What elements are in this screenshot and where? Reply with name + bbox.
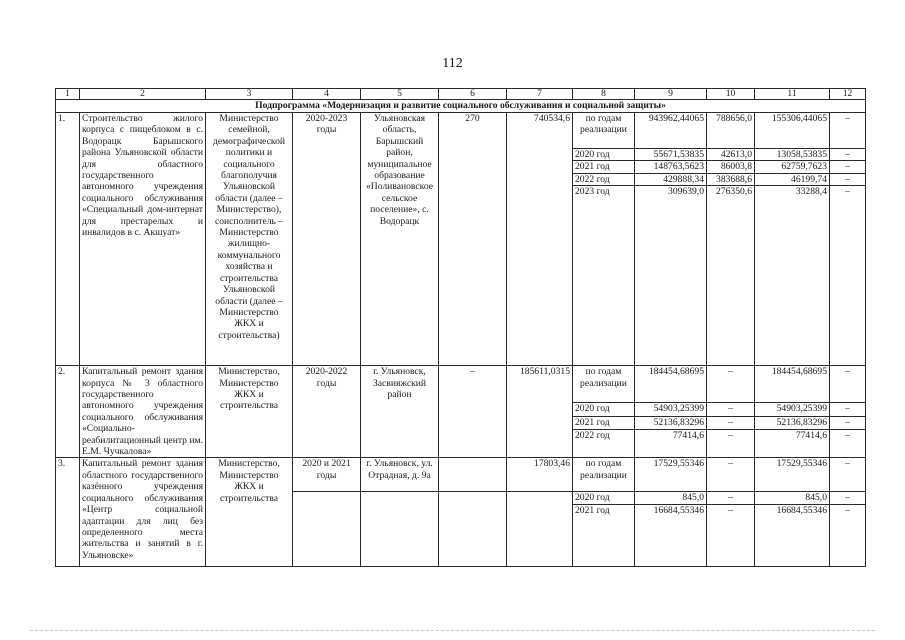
subprogram-row [56, 100, 866, 113]
total-label: по годам реализации [573, 113, 635, 149]
empty-cell [439, 492, 507, 566]
regional-value: 54903,25399 [755, 403, 830, 416]
column-number: 6 [439, 89, 507, 100]
regional-value: 62759,7623 [755, 161, 830, 173]
location: г. Ульяновск, Засвияжский район [361, 366, 439, 458]
other-value: – [830, 403, 866, 416]
scan-edge-line [30, 630, 875, 632]
total-value: 54903,25399 [635, 403, 707, 416]
total-value: 17529,55346 [635, 458, 707, 492]
column-number: 3 [206, 89, 293, 100]
regional-value: 845,0 [755, 492, 830, 504]
total-label: по годам реализации [573, 366, 635, 403]
table-row [56, 113, 866, 149]
federal-value: – [707, 458, 755, 492]
row-number: 2. [56, 366, 80, 458]
estimated-cost: 17803,46 [507, 458, 573, 492]
period: 2020-2022 годы [293, 366, 361, 458]
location: Ульяновская область, Барышский район, муниципальное образование «Поливановское сельское поселение», с. Водорацк [361, 113, 439, 366]
period: 2020-2023 годы [293, 113, 361, 366]
federal-value: – [707, 416, 755, 429]
empty-cell [361, 492, 439, 566]
location: г. Ульяновск, ул. Отрадная, д. 9а [361, 458, 439, 492]
regional-value: 184454,68695 [755, 366, 830, 403]
regional-value: 77414,6 [755, 430, 830, 458]
year-label: 2023 год [573, 186, 635, 366]
row-number: 3. [56, 458, 80, 566]
other-value: – [830, 161, 866, 173]
year-label: 2021 год [573, 504, 635, 566]
subprogram-title: Подпрограмма «Модернизация и развитие социального обслуживания и социальной защиты» [56, 100, 866, 113]
other-value: – [830, 492, 866, 504]
object-name: Капитальный ремонт здания областного государственного казённого учреждения социального обслуживания «Центр социальной адаптации для лиц без определенного места жительства и занятий в г. Ульяновске» [80, 458, 206, 566]
federal-value: 42613,0 [707, 149, 755, 161]
estimated-cost: 185611,0315 [507, 366, 573, 458]
federal-value: 86003,8 [707, 161, 755, 173]
table-row [56, 366, 866, 403]
executor: Министерство, Министерство ЖКХ и строительства [206, 458, 293, 566]
regional-value: 52136,83296 [755, 416, 830, 429]
column-number: 5 [361, 89, 439, 100]
federal-value: 788656,0 [707, 113, 755, 149]
subprogram-table [55, 88, 866, 567]
column-number: 12 [830, 89, 866, 100]
regional-value: 13058,53835 [755, 149, 830, 161]
federal-value: – [707, 366, 755, 403]
empty-cell [507, 492, 573, 566]
total-value: 52136,83296 [635, 416, 707, 429]
column-number: 9 [635, 89, 707, 100]
column-number: 11 [755, 89, 830, 100]
column-number: 2 [80, 89, 206, 100]
executor: Министерство семейной, демографической политики и социального благополучия Ульяновской области (далее – Министерство), соисполнитель – Министерство жилищно-коммунального хозяйства и строительства Ульяновской области (далее – Министерство ЖКХ и строительства) [206, 113, 293, 366]
federal-value: – [707, 403, 755, 416]
object-name: Строительство жилого корпуса с пищеблоком в с. Водорацк Барышского района Ульяновской области для областного государственного автономного учреждения социального обслуживания «Специальный дом-интернат для престарелых и инвалидов в с. Акшуат» [80, 113, 206, 366]
other-value: – [830, 416, 866, 429]
total-value: 16684,55346 [635, 504, 707, 566]
total-value: 943962,44065 [635, 113, 707, 149]
total-value: 429888,34 [635, 173, 707, 185]
regional-value: 16684,55346 [755, 504, 830, 566]
total-value: 77414,6 [635, 430, 707, 458]
total-value: 845,0 [635, 492, 707, 504]
regional-value: 46199,74 [755, 173, 830, 185]
year-label: 2020 год [573, 149, 635, 161]
year-label: 2020 год [573, 492, 635, 504]
column-number: 4 [293, 89, 361, 100]
total-value: 184454,68695 [635, 366, 707, 403]
other-value: – [830, 186, 866, 366]
total-label: по годам реализации [573, 458, 635, 492]
other-value: – [830, 366, 866, 403]
row-number: 1. [56, 113, 80, 366]
federal-value: – [707, 504, 755, 566]
empty-cell [293, 492, 361, 566]
executor: Министерство, Министерство ЖКХ и строительства [206, 366, 293, 458]
other-value: – [830, 504, 866, 566]
regional-value: 155306,44065 [755, 113, 830, 149]
federal-value: 276350,6 [707, 186, 755, 366]
other-value: – [830, 430, 866, 458]
column-number: 10 [707, 89, 755, 100]
federal-value: – [707, 492, 755, 504]
object-name: Капитальный ремонт здания корпуса № 3 областного государственного автономного учреждения социального обслуживания «Социально-реабилитационный центр им. Е.М. Чучкалова» [80, 366, 206, 458]
year-label: 2022 год [573, 173, 635, 185]
total-value: 148763,5623 [635, 161, 707, 173]
federal-value: – [707, 430, 755, 458]
total-value: 55671,53835 [635, 149, 707, 161]
column-number: 1 [56, 89, 80, 100]
estimated-cost: 740534,6 [507, 113, 573, 366]
other-value: – [830, 113, 866, 149]
year-label: 2020 год [573, 403, 635, 416]
year-label: 2022 год [573, 430, 635, 458]
page-number: 112 [442, 56, 463, 71]
capacity: – [439, 366, 507, 458]
capacity: 270 [439, 113, 507, 366]
other-value: – [830, 173, 866, 185]
column-number-row [56, 89, 866, 100]
table-row [56, 458, 866, 492]
period: 2020 и 2021 годы [293, 458, 361, 492]
capacity [439, 458, 507, 492]
year-label: 2021 год [573, 161, 635, 173]
total-value: 309639,0 [635, 186, 707, 366]
column-number: 8 [573, 89, 635, 100]
other-value: – [830, 149, 866, 161]
year-label: 2021 год [573, 416, 635, 429]
regional-value: 17529,55346 [755, 458, 830, 492]
other-value: – [830, 458, 866, 492]
federal-value: 383688,6 [707, 173, 755, 185]
regional-value: 33288,4 [755, 186, 830, 366]
column-number: 7 [507, 89, 573, 100]
